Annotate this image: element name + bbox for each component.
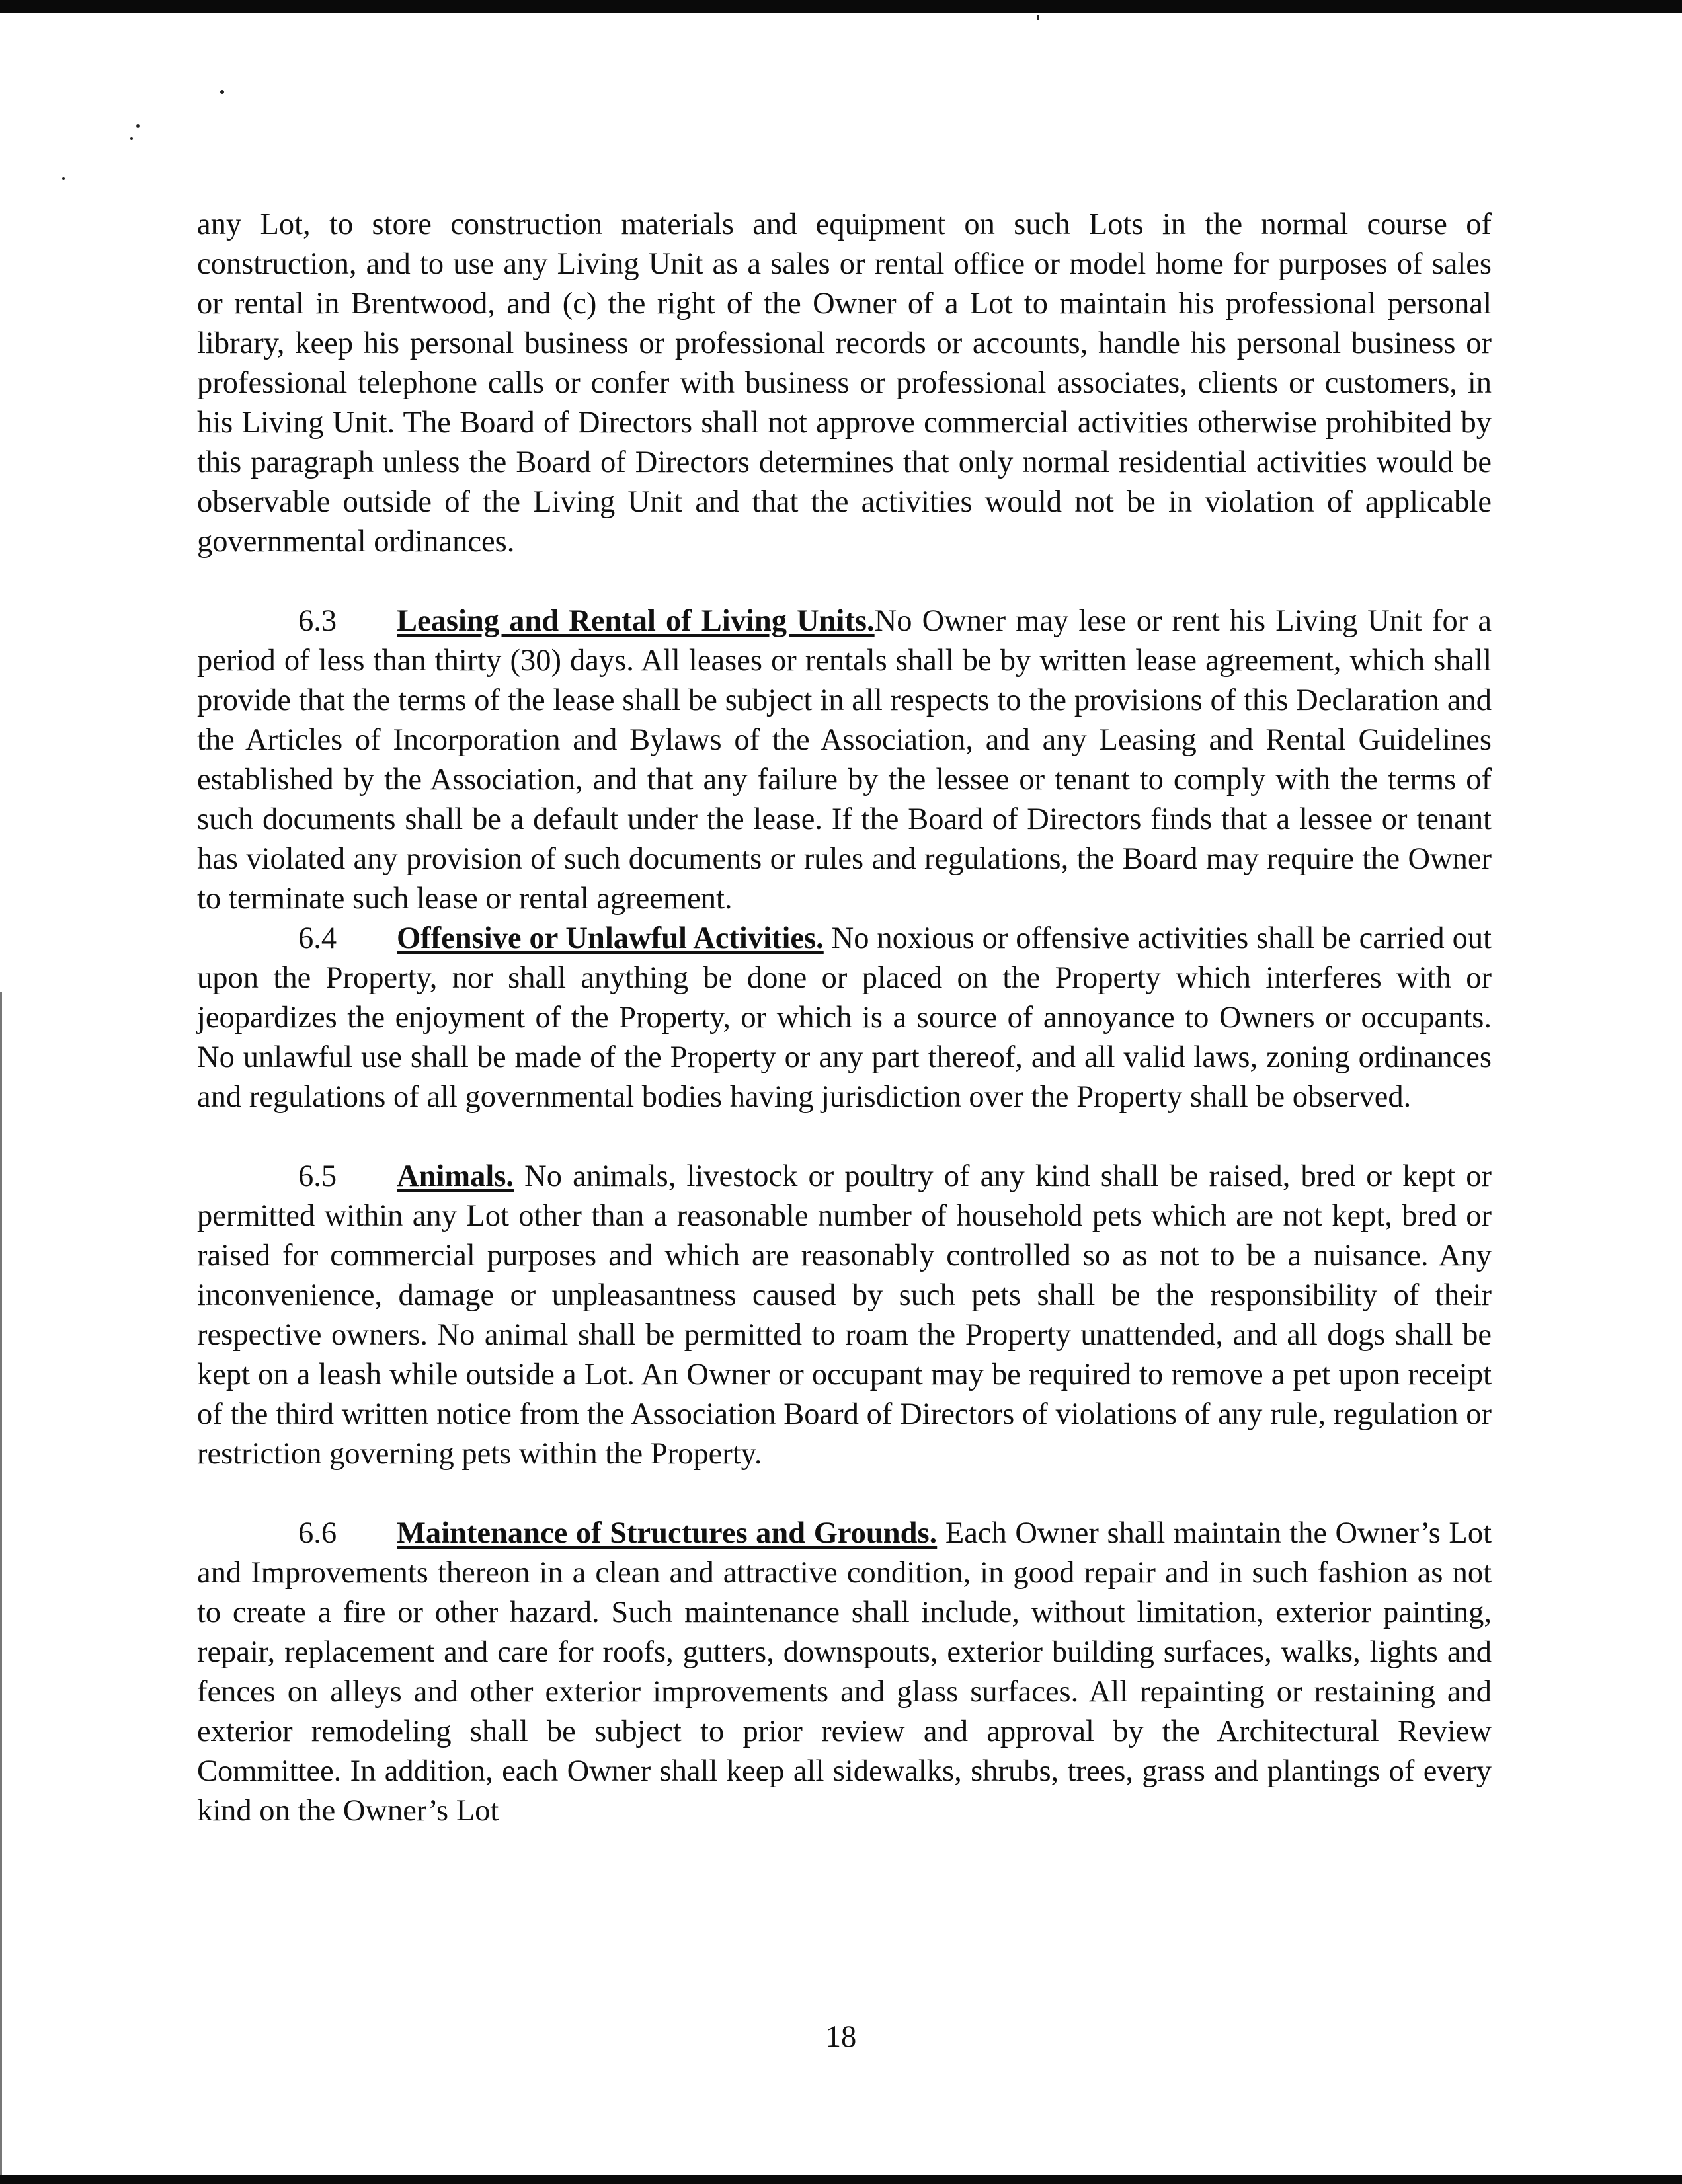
section-body: No noxious or offensive activities shall be carried out upon the Property, nor shall anything be done or placed on the Property which interferes with or jeopardizes the enjoyment of the Property, or which is a source of annoyance to Owners or occupants. No unlawful use shall be made of the Property or any part thereof, and all valid laws, zoning ordinances and regulations of all governmental bodies having jurisdiction over the Property shall be observed.	[197, 921, 1492, 1114]
scan-speck	[62, 177, 65, 180]
section-heading: Leasing and Rental of Living Units.	[397, 604, 875, 638]
section-6-6	[197, 1514, 1492, 1831]
scan-speck	[1037, 15, 1039, 20]
page-number: 18	[825, 2020, 857, 2054]
opening-paragraph: any Lot, to store construction materials and equipment on such Lots in the normal course of construction, and to use any Living Unit as a sales or rental office or model home for purposes of sales or rental in Brentwood, and (c) the right of the Owner of a Lot to maintain his professional personal library, keep his personal business or professional records or accounts, handle his personal business or professional telephone calls or confer with business or professional associates, clients or customers, in his Living Unit. The Board of Directors shall not approve commercial activities otherwise prohibited by this paragraph unless the Board of Directors determines that only normal residential activities would be observable outside of the Living Unit and that the activities would not be in violation of applicable governmental ordinances.	[197, 208, 1492, 559]
section-6-4	[197, 919, 1492, 1117]
section-body: No Owner may lese or rent his Living Unit for a period of less than thirty (30) days. All leases or rentals shall be by written lease agreement, which shall provide that the terms of the lease shall be subject in all respects to the provisions of this Declaration and the Articles of Incorporation and Bylaws of the Association, and any Leasing and Rental Guidelines established by the Association, and that any failure by the lessee or tenant to comply with the terms of such documents shall be a default under the lease. If the Board of Directors finds that a lessee or tenant has violated any provision of such documents or rules and regulations, the Board may require the Owner to terminate such lease or rental agreement.	[197, 604, 1492, 916]
scan-speck	[136, 124, 140, 128]
scan-bottom-border	[0, 2175, 1682, 2184]
section-heading: Maintenance of Structures and Grounds.	[397, 1516, 938, 1550]
section-heading: Offensive or Unlawful Activities.	[397, 921, 824, 955]
scan-speck	[130, 137, 133, 140]
section-body: No animals, livestock or poultry of any kind shall be raised, bred or kept or permitted within any Lot other than a reasonable number of household pets which are not kept, bred or raised for commercial purposes and which are reasonably controlled so as not to be a nuisance. Any inconvenience, damage or unpleasantness caused by such pets shall be the responsibility of their respective owners. No animal shall be permitted to roam the Property unattended, and all dogs shall be kept on a leash while outside a Lot. An Owner or occupant may be required to remove a pet upon receipt of the third written notice from the Association Board of Directors of violations of any rule, regulation or restriction governing pets within the Property.	[197, 1159, 1492, 1471]
scan-left-edge	[0, 992, 2, 2175]
scan-speck	[220, 90, 224, 94]
section-number: 6.4	[298, 921, 337, 955]
section-number: 6.6	[298, 1516, 337, 1550]
section-6-3	[197, 602, 1492, 919]
section-body: Each Owner shall maintain the Owner’s Lot and Improvements thereon in a clean and attractive condition, in good repair and in such fashion as not to create a fire or other hazard. Such maintenance shall include, without limitation, exterior painting, repair, replacement and care for roofs, gutters, downspouts, exterior building surfaces, walks, lights and fences on alleys and other exterior improvements and glass surfaces. All repainting or restaining and exterior remodeling shall be subject to prior review and approval by the Architectural Review Committee. In addition, each Owner shall keep all sidewalks, shrubs, trees, grass and plantings of every kind on the Owner’s Lot	[197, 1516, 1492, 1828]
document-body	[197, 205, 1492, 1831]
section-heading: Animals.	[397, 1159, 514, 1193]
scan-top-border	[0, 0, 1682, 13]
section-6-5	[197, 1157, 1492, 1474]
section-number: 6.5	[298, 1159, 337, 1193]
section-number: 6.3	[298, 604, 337, 638]
